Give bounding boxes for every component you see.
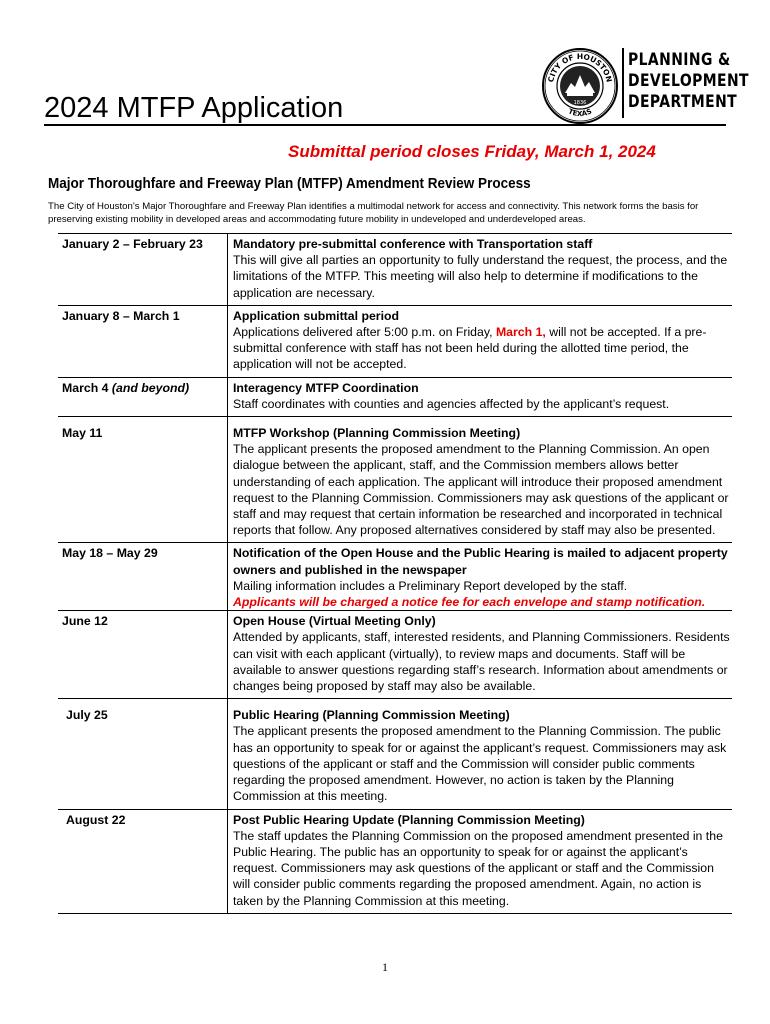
schedule-body: Attended by applicants, staff, interested residents, and Planning Commissioners. Residents can visit with each applicant (virtually), to review maps and documents. Staff will be available to answer questions regarding staff’s research. Information about amendments or changes being proposed by staff may also be available.: [233, 630, 730, 694]
schedule-body: The applicant presents the proposed amendment to the Planning Commission. An open dialogue between the applicant, staff, and the Commission members allows better understanding of each application. The applicant will introduce their proposed amendment request to the Planning Commission. Commissioners may ask questions of the applicant or staff and may request that certain information be researched and incorporated in technical reports that follow. Any proposed alternatives considered by staff may also be presented.: [233, 442, 729, 538]
dept-line-3: DEPARTMENT: [628, 92, 738, 112]
schedule-description: [228, 699, 733, 809]
fee-warning: Applicants will be charged a notice fee for each envelope and stamp notification.: [233, 595, 706, 610]
schedule-row: [58, 377, 732, 416]
schedule-title: Mandatory pre-submittal conference with Transportation staff: [233, 237, 593, 251]
schedule-body: Applications delivered after 5:00 p.m. on Friday,: [233, 325, 496, 340]
schedule-date: [58, 377, 228, 416]
schedule-title: Application submittal period: [233, 308, 400, 323]
schedule-title: Open House (Virtual Meeting Only): [233, 614, 436, 629]
city-seal-icon: [541, 47, 619, 125]
schedule-row: [58, 699, 732, 809]
dept-line-1: PLANNING &: [628, 50, 731, 70]
page-title: 2024 MTFP Application: [44, 92, 344, 124]
schedule-description: [228, 417, 733, 543]
schedule-row: [58, 809, 732, 913]
schedule-body: Mailing information includes a Preliminary Report developed by the staff.: [233, 578, 628, 593]
deadline-highlight: March 1,: [495, 325, 546, 340]
schedule-row: [58, 234, 732, 306]
schedule-row: [58, 543, 732, 611]
intro-paragraph: The City of Houston’s Major Thoroughfare and Freeway Plan identifies a multimodal network for access and connectivity. This network forms the basis for preserving existing mobility in developed areas and accommodating future mobility in undeveloped and underdeveloped areas.: [48, 201, 699, 225]
page-number: 1: [382, 960, 388, 974]
department-name: [628, 50, 749, 113]
schedule-title: Public Hearing (Planning Commission Meeting): [233, 708, 510, 723]
svg-text:1836: 1836: [573, 100, 587, 106]
schedule-date: June 12: [58, 611, 228, 699]
schedule-description: [228, 543, 733, 611]
schedule-date-main: March 4: [62, 380, 112, 395]
schedule-date: May 18 – May 29: [58, 543, 228, 611]
schedule-row: [58, 305, 732, 377]
schedule-description: [228, 305, 733, 377]
dept-line-2: DEVELOPMENT: [628, 71, 749, 91]
schedule-date: July 25: [58, 699, 228, 809]
schedule-table: [58, 233, 732, 914]
schedule-description: [228, 611, 733, 699]
schedule-body: The staff updates the Planning Commission on the proposed amendment presented in the Public Hearing. The public has an opportunity to speak for or against the applicant’s request. Commissioners may ask questions of the applicant or staff and the Commission will consider public comments regarding the proposed amendment. Again, no action is taken by the Planning Commission at this meeting.: [233, 828, 723, 908]
schedule-date: May 11: [58, 417, 228, 543]
schedule-date: January 8 – March 1: [58, 305, 228, 377]
schedule-date: August 22: [58, 809, 228, 913]
schedule-row: [58, 611, 732, 699]
schedule-title: MTFP Workshop (Planning Commission Meeting): [233, 426, 521, 441]
submittal-deadline-notice: Submittal period closes Friday, March 1, 2024: [288, 142, 656, 161]
header-divider: [622, 48, 624, 118]
section-heading: Major Thoroughfare and Freeway Plan (MTFP) Amendment Review Process: [48, 175, 531, 192]
schedule-body: Staff coordinates with counties and agencies affected by the applicant’s request.: [233, 396, 670, 411]
svg-text:CITY OF HOUSTON: CITY OF HOUSTON: [546, 51, 614, 84]
schedule-date-note: (and beyond): [111, 380, 190, 395]
schedule-row: [58, 417, 732, 543]
svg-text:TEXAS: TEXAS: [566, 107, 594, 119]
schedule-body: This will give all parties an opportunity to fully understand the request, the process, and the limitations of the MTFP. This meeting will also help to determine if modifications to the application are necessary.: [233, 253, 728, 300]
schedule-body-cont: will not be accepted. If a pre-submittal conference with staff has not been held during the allotted time period, the application will not be accepted.: [233, 325, 707, 372]
schedule-title: Notification of the Open House and the Public Hearing is mailed to adjacent property owners and published in the newspaper: [233, 546, 728, 577]
schedule-title: Post Public Hearing Update (Planning Commission Meeting): [233, 812, 585, 827]
schedule-description: [228, 809, 733, 913]
schedule-title: Interagency MTFP Coordination: [233, 380, 419, 395]
schedule-body: The applicant presents the proposed amendment to the Planning Commission. The public has an opportunity to speak for or against the applicant’s request. Commissioners may ask questions of the applicant or staff and the Commission will consider public comments regarding the proposed amendment. However, no action is taken by the Planning Commission at this meeting.: [233, 724, 727, 804]
schedule-description: [228, 234, 733, 306]
schedule-date: January 2 – February 23: [58, 234, 228, 306]
schedule-description: [228, 377, 733, 416]
title-rule: [44, 124, 726, 126]
